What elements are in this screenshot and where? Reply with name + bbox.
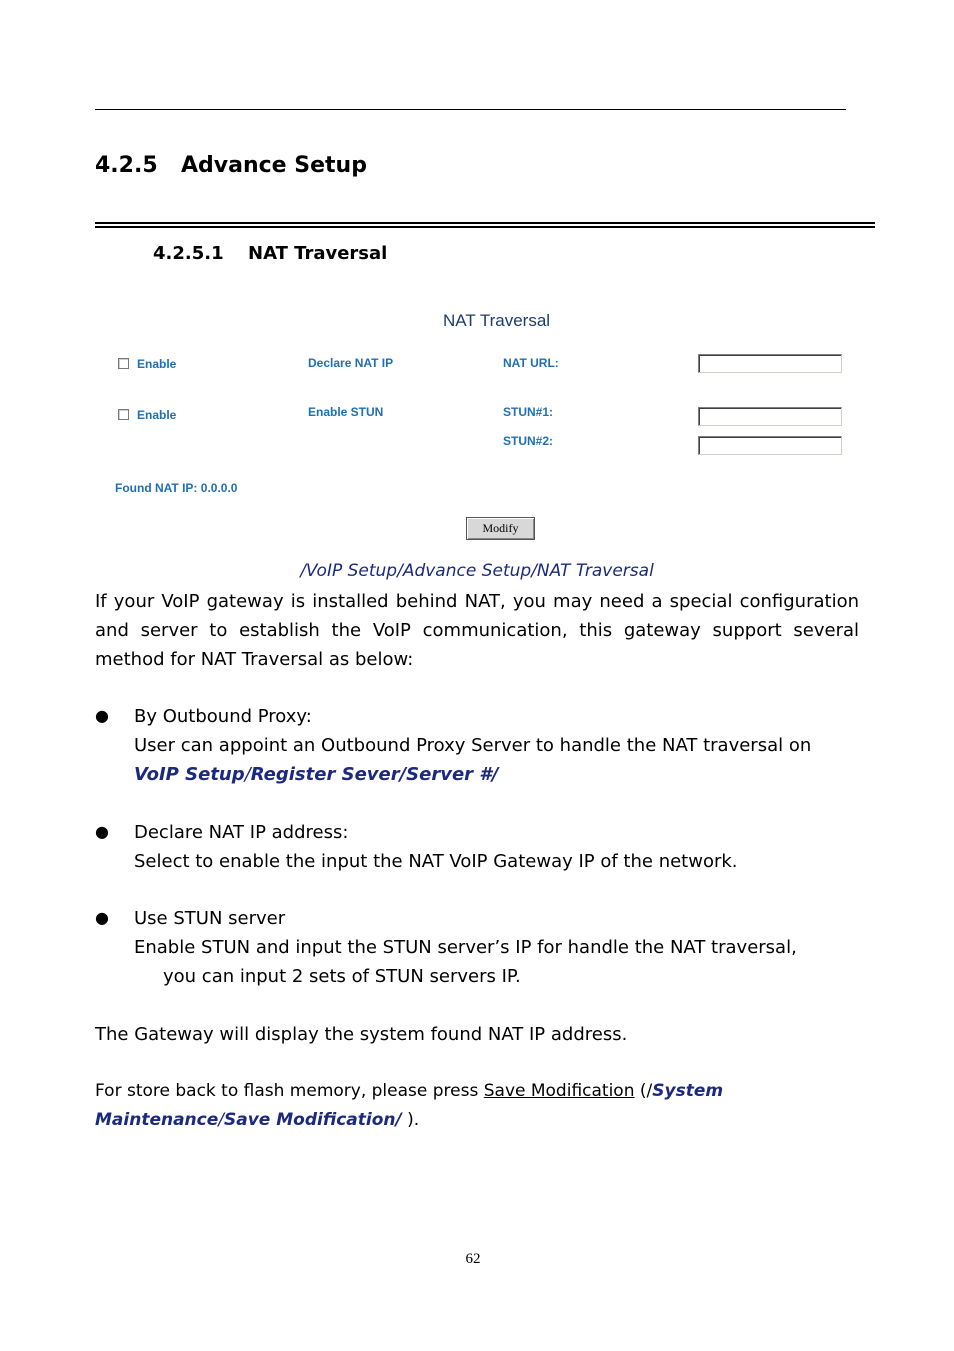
bullet-declare-nat [134,818,860,876]
store-note-close: ). [401,1110,420,1130]
system-path[interactable]: System [652,1081,724,1101]
declare-nat-ip-label: Declare NAT IP [308,356,394,370]
path-separator: / [218,1110,224,1130]
section-number: 4.2.5 [95,153,158,178]
modify-button[interactable]: Modify [466,517,535,540]
bullet-text: User can appoint an Outbound Proxy Server to handle the NAT traversal on [134,735,812,756]
bullet-dot: ● [95,908,109,927]
bullet-title: Use STUN server [134,908,286,929]
bullet-text: Enable STUN and input the STUN server’s IP for handle the NAT traversal, [134,937,797,958]
bullet-title: Declare NAT IP address: [134,822,349,843]
display-note: The Gateway will display the system found NAT IP address. [95,1024,628,1045]
nat-url-label: NAT URL: [503,356,559,370]
voip-setup-link[interactable]: VoIP Setup [134,764,245,785]
store-note-prefix: For store back to flash memory, please press [95,1081,484,1101]
stun1-label: STUN#1: [503,405,554,419]
header-rule [95,109,846,110]
subsection-title: NAT Traversal [248,243,388,264]
bullet-text-continued: you can input 2 sets of STUN servers IP. [163,966,521,987]
store-note-open: (/ [634,1081,653,1101]
bullet-title: By Outbound Proxy: [134,706,312,727]
stun2-label: STUN#2: [503,434,554,448]
nat-url-input[interactable] [698,354,842,373]
save-modification-path[interactable]: Save Modification/ [224,1110,402,1130]
section-heading [95,153,367,178]
link-separator: / [244,764,251,785]
intro-paragraph: If your VoIP gateway is installed behind NAT, you may need a special configuration and server to establish the VoIP communication, this gateway support several method for NAT Traversal as below: [95,591,859,670]
stun-enable-checkbox[interactable] [118,409,129,420]
stun1-input[interactable] [698,407,842,426]
stun2-input[interactable] [698,436,842,455]
bullet-outbound-proxy [134,702,860,789]
found-nat-ip [115,481,237,495]
store-note [95,1077,859,1135]
bullet-dot: ● [95,706,109,725]
enable-stun-label: Enable STUN [308,405,384,419]
register-server-link[interactable]: Register Sever/Server #/ [250,764,499,785]
bullet-stun [134,904,860,991]
found-nat-ip-value: 0.0.0.0 [200,481,238,495]
page-number: 62 [465,1251,481,1267]
subsection-heading [153,243,387,264]
stun-enable-label: Enable [137,408,177,422]
declare-nat-enable-checkbox[interactable] [118,358,129,369]
bullet-text: Select to enable the input the NAT VoIP Gateway IP of the network. [134,851,738,872]
figure-caption: /VoIP Setup/Advance Setup/NAT Traversal [300,561,654,581]
found-nat-ip-label: Found NAT IP: [115,481,198,495]
declare-nat-enable-label: Enable [137,357,177,371]
subsection-number: 4.2.5.1 [153,243,224,264]
panel-title: NAT Traversal [443,311,551,330]
bullet-dot: ● [95,822,109,841]
save-modification-link[interactable]: Save Modification [483,1081,635,1101]
section-title: Advance Setup [181,153,367,178]
maintenance-path[interactable]: Maintenance [95,1110,219,1130]
bullet-link-path [134,760,860,789]
section-double-rule [95,222,875,228]
